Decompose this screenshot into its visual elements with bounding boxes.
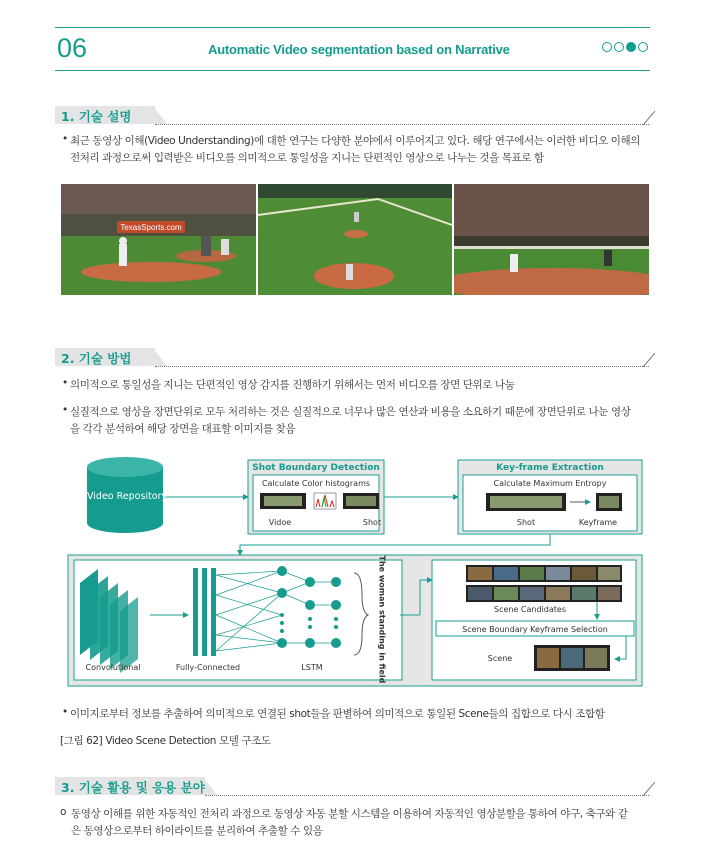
section-heading-3 [55, 777, 655, 799]
tab-corner-shape [153, 106, 167, 124]
paragraph-line: 최근 동영상 이해(Video Understanding)에 대한 연구는 다양한 분야에서 이루어지고 있다. 해당 연구에서는 이러한 비디오 이해의 [70, 135, 640, 147]
tab-corner-shape [203, 777, 217, 795]
sbd-title: Shot Boundary Detection [252, 463, 380, 473]
sbks-label: Scene Boundary Keyframe Selection [462, 625, 608, 634]
kfe-title: Key-frame Extraction [496, 463, 604, 473]
slash-mark [643, 353, 655, 367]
repository-label: Video Repository [87, 491, 168, 502]
lstm-label: LSTM [301, 663, 323, 672]
dotted-rule [155, 124, 649, 125]
section-title: 2. 기술 방법 [61, 351, 132, 366]
sbd-shot-label: Shot [362, 518, 382, 527]
section-heading-1 [55, 106, 655, 128]
baseball-photo-runner [454, 184, 649, 295]
bullet: • [62, 404, 69, 416]
bullet: • [62, 133, 69, 145]
sbd-video-label: Vidoe [268, 518, 292, 527]
page-indicator [602, 42, 648, 52]
figure-caption: [그림 62] Video Scene Detection 모델 구조도 [60, 735, 271, 747]
indicator-dot [614, 42, 624, 52]
paragraph-line: 을 각각 분석하여 해당 장면을 대표할 이미지를 찾음 [70, 423, 296, 435]
section-title: 3. 기술 활용 및 응용 분야 [61, 780, 205, 795]
dotted-rule [205, 795, 649, 796]
sign-text: TexasSports.com [120, 223, 182, 232]
dotted-rule [155, 366, 649, 367]
section-heading-2 [55, 348, 655, 370]
section-title: 1. 기술 설명 [61, 109, 132, 124]
tab-corner-shape [153, 348, 167, 366]
indicator-dot [602, 42, 612, 52]
baseball-photo-infield [258, 184, 452, 295]
bullet: o [60, 806, 67, 818]
indicator-dot-active [626, 42, 636, 52]
paragraph-line: 실질적으로 영상을 장면단위로 모두 처리하는 것은 실질적으로 너무나 많은 연산과 비용을 소요하기 때문에 장면단위로 나눈 영상 [70, 406, 631, 418]
scene-label: Scene [487, 654, 513, 663]
kfe-shot-label: Shot [516, 518, 536, 527]
fc-label: Fully-Connected [175, 663, 241, 672]
paragraph-line: 의미적으로 통일성을 지니는 단편적인 영상 감지를 진행하기 위해서는 먼저 비디오를 장면 단위로 나눔 [70, 379, 515, 391]
paragraph-line: 이미지로부터 정보를 추출하여 의미적으로 연결된 shot들을 판별하여 의미적으로 통일된 Scene들의 집합으로 다시 조합함 [70, 708, 605, 720]
page-number: 06 [57, 33, 88, 63]
bullet: • [62, 377, 69, 389]
kfe-subtitle: Calculate Maximum Entropy [493, 479, 607, 488]
kfe-keyframe-label: Keyframe [578, 518, 618, 527]
vertical-caption: The woman standing in field [377, 555, 387, 684]
paragraph-line: 전처리 과정으로써 입력받은 비디오를 의미적으로 통일성을 지니는 단편적인 영상으로 나누는 것을 목표로 함 [70, 152, 544, 164]
slash-mark [643, 111, 655, 125]
conv-label: Convolutional [85, 663, 141, 672]
baseball-photo-pitcher [61, 184, 256, 295]
paragraph-line: 은 동영상으로부터 하이라이트를 분리하여 추출할 수 있음 [71, 825, 323, 837]
indicator-dot [638, 42, 648, 52]
scene-candidates-label: Scene Candidates [494, 605, 566, 614]
header-bottom-rule [55, 70, 650, 71]
document-title: Automatic Video segmentation based on Narrative [208, 42, 510, 57]
sbd-subtitle: Calculate Color histograms [261, 479, 371, 488]
header-top-rule [55, 27, 650, 28]
slash-mark [643, 782, 655, 796]
bullet: • [62, 706, 69, 718]
paragraph-line: 동영상 이해를 위한 자동적인 전처리 과정으로 동영상 자동 분할 시스템을 이용하여 자동적인 영상분할을 통하여 야구, 축구와 같 [71, 808, 628, 820]
